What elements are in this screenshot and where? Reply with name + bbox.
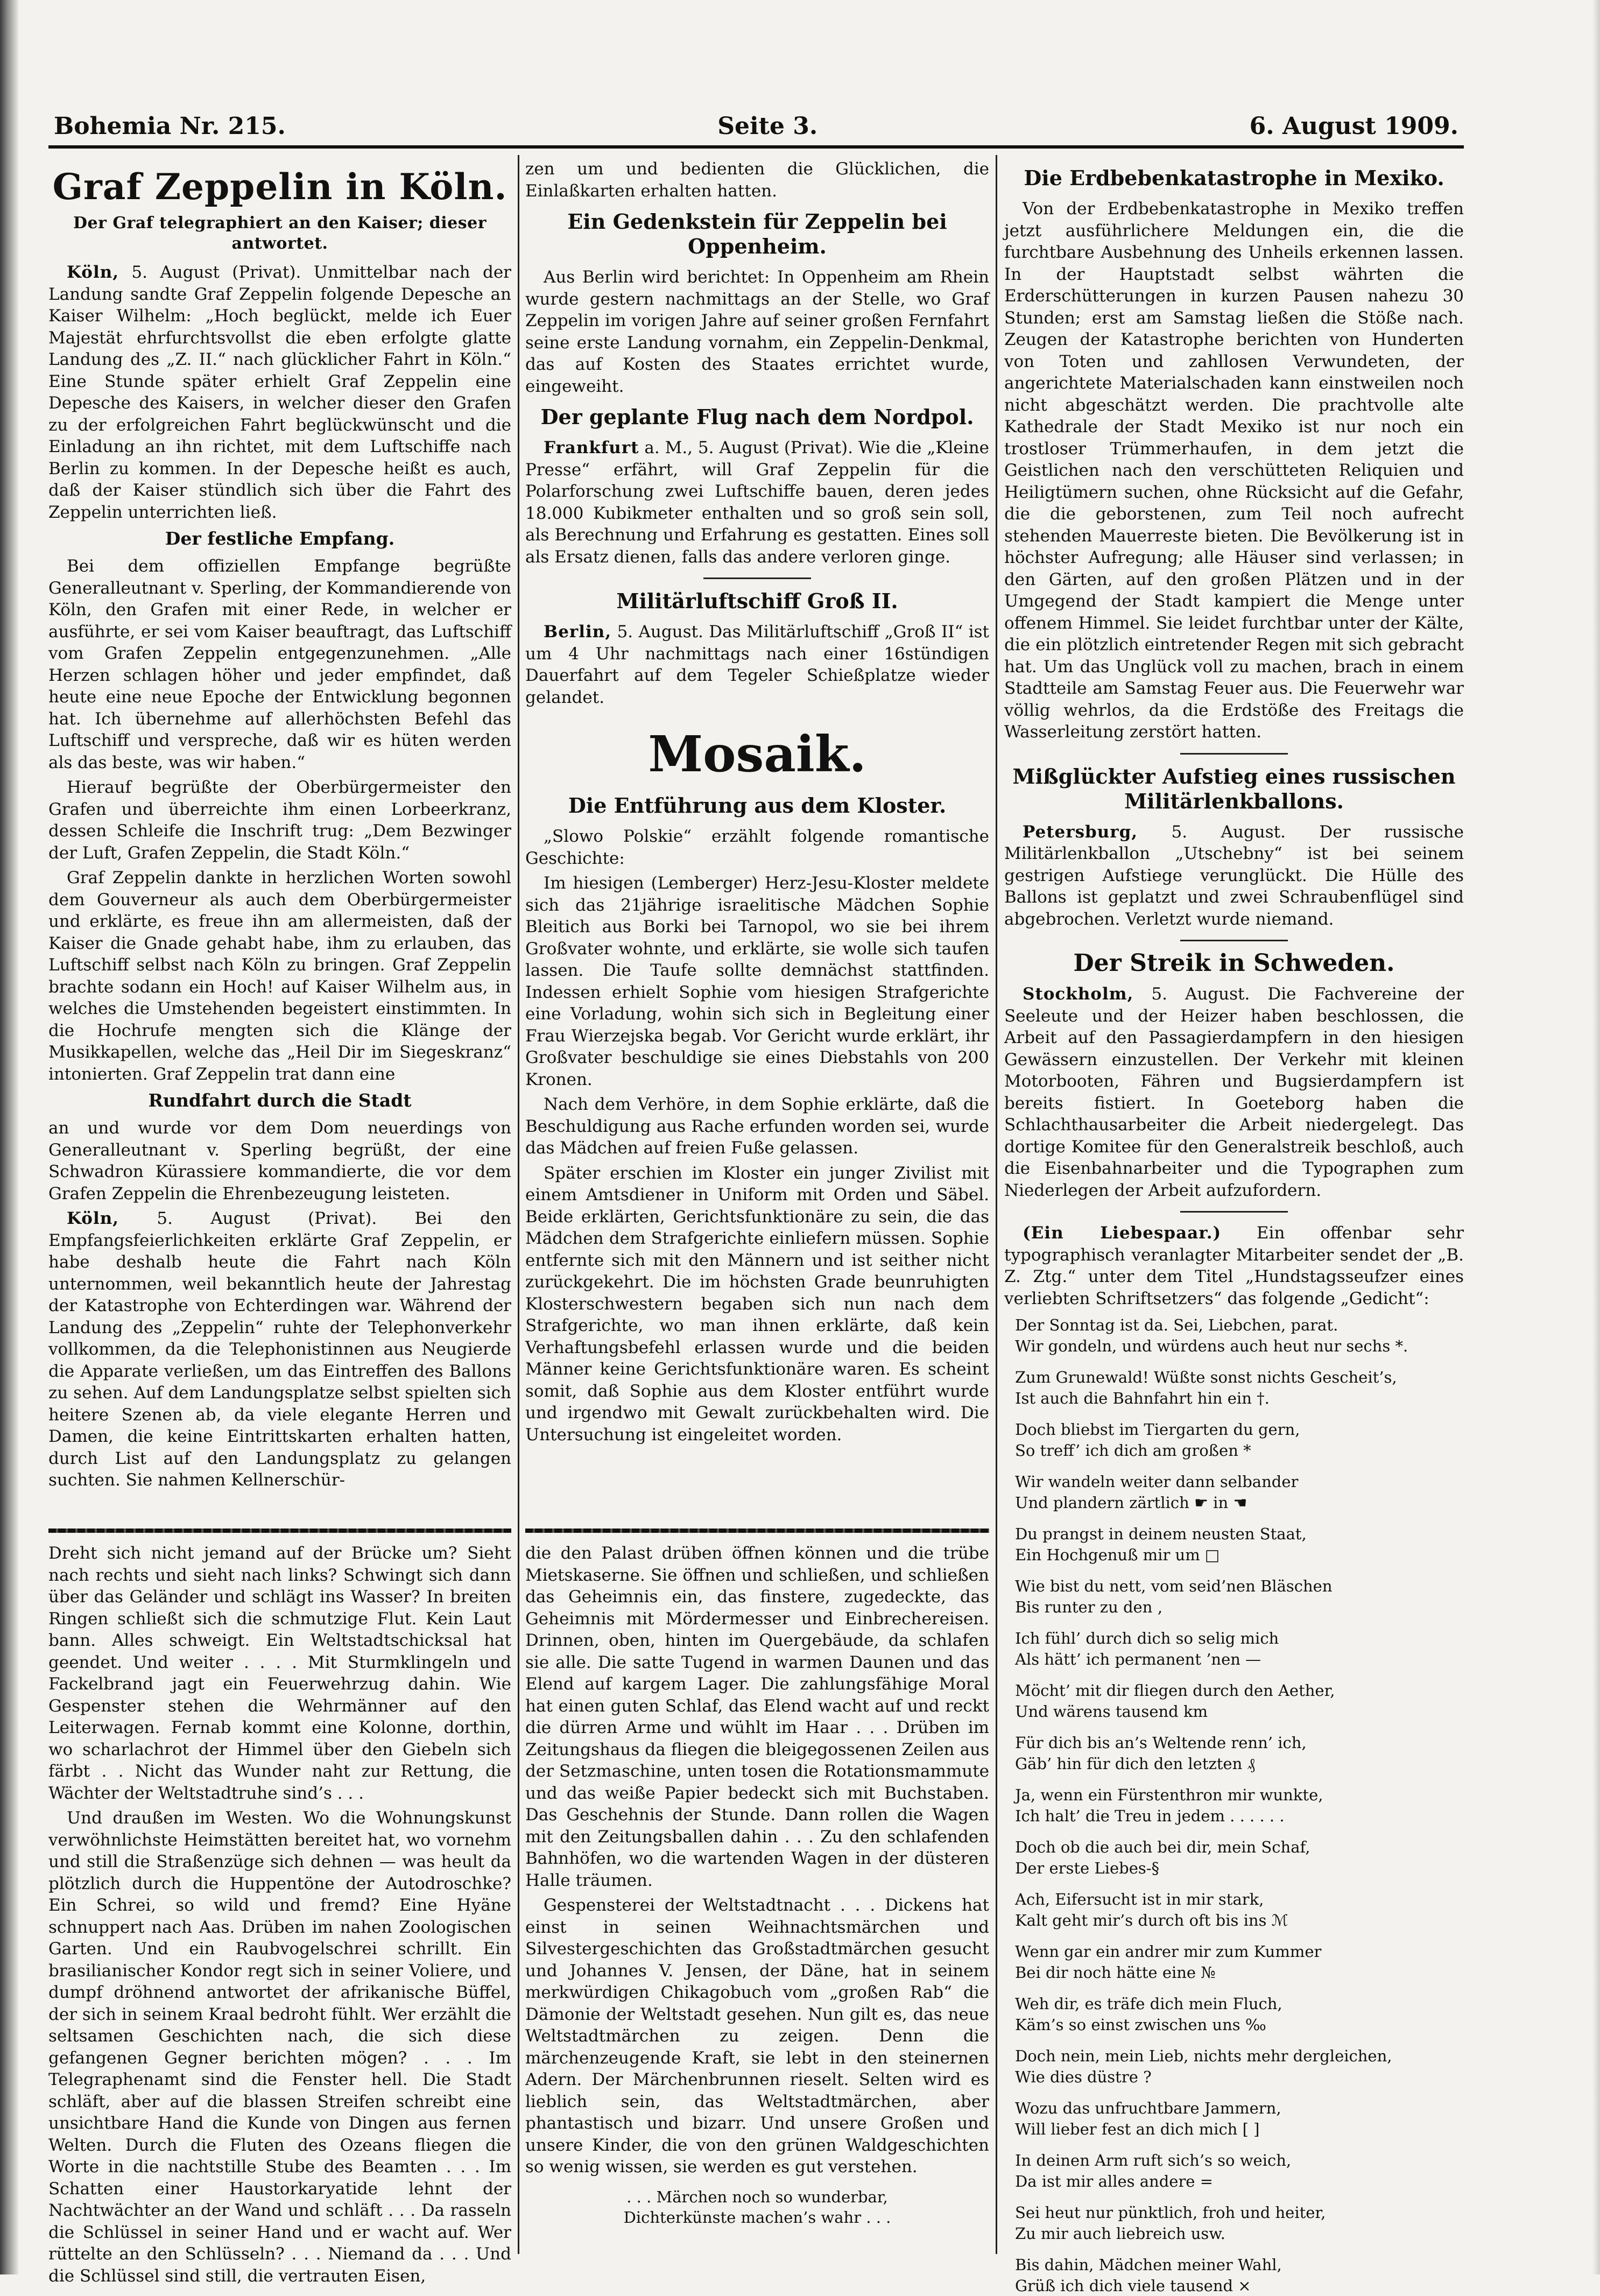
article-paragraph: Petersburg, 5. August. Der russische Militärlenkballon „Utschebny“ ist bei seinem gestrigen Aufstiege verunglückt. Die Hülle des Ballons ist geplatzt und zwei Schraubenflügel sind abgebrochen. Verletzt wurde niemand. xyxy=(1004,821,1464,931)
dateline: Frankfurt xyxy=(544,438,639,457)
column-1 xyxy=(48,158,511,1520)
closing-verse xyxy=(525,2187,989,2228)
page-number: Seite 3. xyxy=(717,112,817,140)
article-paragraph: an und wurde vor dem Dom neuerdings von Generalleutnant v. Sperling begrüßt, der eine Schwadron Kürassiere kommandierte, die vor dem Grafen Zeppelin die Ehrenbezeugung leisteten. xyxy=(48,1117,511,1205)
poem-line: Will lieber fest an dich mich [ ] xyxy=(1015,2119,1464,2140)
dateline: Köln, xyxy=(67,263,119,282)
short-rule xyxy=(1180,1211,1288,1213)
headline-mosaik: Mosaik. xyxy=(525,724,989,784)
poem-line: Bis runter zu den ‚ xyxy=(1015,1597,1464,1618)
dateline: Petersburg, xyxy=(1023,822,1138,842)
poem-line: Doch ob die auch bei dir, mein Schaf, xyxy=(1015,1837,1464,1858)
poem-line: Wie bist du nett, vom seid’nen Bläschen xyxy=(1015,1576,1464,1597)
poem xyxy=(1015,1315,1464,2296)
article-paragraph: zen um und bedienten die Glücklichen, die Einlaßkarten erhalten hatten. xyxy=(525,158,989,202)
headline-gedenkstein: Ein Gedenkstein für Zeppelin bei Oppenheim. xyxy=(525,209,989,259)
headline-streik-schweden: Der Streik in Schweden. xyxy=(1004,951,1464,976)
column-rule-right xyxy=(996,155,997,2254)
poem-line: Wie dies düstre ? xyxy=(1015,2067,1464,2088)
article-paragraph: Später erschien im Kloster ein junger Zivilist mit einem Amtsdiener in Uniform mit Orden und Säbel. Beide erklärten, Gerichtsfunktionäre zu sein, die das Mädchen dem Strafgerichte einliefern müssen. Sophie entfernte sich mit den Männern und ist seither nicht zurückgekehrt. Die im höchsten Grade beunruhigten Klosterschwestern begaben sich nun nach dem Strafgerichte, wo man ihnen erklärte, daß kein Verhaftungsbefehl erlassen wurde und die beiden Männer keine Gerichtsfunktionäre waren. Es scheint somit, daß Sophie aus dem Kloster entführt wurde und irgendwo mit Gewalt zurückbehalten wird. Die Untersuchung ist eingeleitet worden. xyxy=(525,1163,989,1446)
feuilleton-paragraph: die den Palast drüben öffnen können und die trübe Mietskaserne. Sie öffnen und schließen, und schließen das Geheimnis ein, das finstere, zugedeckte, das Geheimnis mit Mördermesser und Einbrechereisen. Drinnen, oben, hinten im Quergebäude, da schlafen sie alle. Die satte Tugend in warmen Daunen und das Elend auf kargem Lager. Die zahlungsfähige Moral hat einen guten Schlaf, das Elend wacht auf und reckt die dürren Arme und wühlt im Haar . . . Drüben im Zeitungshaus da fliegen die bleigegossenen Zeilen aus der Setzmaschine, unten tosen die Rotationsmammute und das weiße Papier bedeckt sich mit Buchstaben. Das Geschehnis der Stunde. Dann rollen die Wagen mit den Zeitungsballen dahin . . . Zu den schlafenden Bahnhöfen, wo die wartenden Wagen in der düsteren Halle träumen. xyxy=(525,1543,989,1891)
poem-stanza xyxy=(1015,1315,1464,1356)
poem-line: Ich halt’ die Treu in jedem . . . . . . xyxy=(1015,1806,1464,1827)
poem-line: Ist auch die Bahnfahrt hin ein †. xyxy=(1015,1388,1464,1409)
scan-right-edge xyxy=(1592,0,1600,2274)
short-rule xyxy=(1180,753,1288,755)
poem-line: Wozu das unfruchtbare Jammern, xyxy=(1015,2098,1464,2119)
poem-line: Sei heut nur pünktlich, froh und heiter, xyxy=(1015,2202,1464,2223)
dateline: Köln, xyxy=(67,1209,119,1228)
short-rule xyxy=(703,577,811,579)
poem-line: Zum Grunewald! Wüßte sonst nichts Gescheit’s, xyxy=(1015,1367,1464,1388)
dateline: Berlin, xyxy=(544,622,611,642)
poem-line: Gäb’ hin für dich den letzten ₰ xyxy=(1015,1753,1464,1774)
poem-line: Kalt geht mir’s durch oft bis ins ℳ xyxy=(1015,1910,1464,1931)
subheadline-telegram: Der Graf telegraphiert an den Kaiser; dieser antwortet. xyxy=(48,213,511,254)
headline-militaerlenkballon: Mißglückter Aufstieg eines russischen Militärlenkballons. xyxy=(1004,764,1464,814)
poem-line: Wenn gar ein andrer mir zum Kummer xyxy=(1015,1941,1464,1962)
poem-stanza xyxy=(1015,1732,1464,1774)
section-heading: Rundfahrt durch die Stadt xyxy=(48,1089,511,1112)
feuilleton-column-2 xyxy=(525,1543,989,2231)
poem-line: Ach, Eifersucht ist in mir stark, xyxy=(1015,1889,1464,1910)
feuilleton-column-1 xyxy=(48,1543,511,2231)
poem-stanza xyxy=(1015,1994,1464,2035)
poem-line: Wir wandeln weiter dann selbander xyxy=(1015,1471,1464,1492)
poem-line: Und wärens tausend km xyxy=(1015,1701,1464,1722)
poem-stanza xyxy=(1015,1367,1464,1408)
poem-stanza xyxy=(1015,2202,1464,2244)
poem-line: Da ist mir alles andere = xyxy=(1015,2171,1464,2192)
section-heading: Der festliche Empfang. xyxy=(48,527,511,550)
poem-line: Wir gondeln, und würdens auch heut nur sechs *. xyxy=(1015,1336,1464,1357)
article-paragraph: Im hiesigen (Lemberger) Herz-Jesu-Kloster meldete sich das 21jährige israelitische Mädchen Sophie Bleitich aus Borki bei Tarnopol, wo sie bei ihrem Großvater wohnte, und erklärte, sie wolle sich taufen lassen. Die Taufe sollte demnächst stattfinden. Indessen erhielt Sophie vom hiesigen Strafgerichte eine Vorladung, wohin sich sich in Begleitung einer Frau Wierzejska begab. Vor Gericht wurde erklärt, ihr Großvater beschuldige sie eines Diebstahls von 200 Kronen. xyxy=(525,872,989,1090)
article-paragraph: Frankfurt a. M., 5. August (Privat). Wie die „Kleine Presse“ erfährt, will Graf Zeppelin für die Polarforschung zwei Luftschiffe bauen, deren jedes 18.000 Kubikmeter enthalten und so groß sein soll, als Berechnung und Erfahrung es gestatten. Eines soll als Ersatz dienen, falls das andere verloren ginge. xyxy=(525,437,989,568)
article-paragraph: Nach dem Verhöre, in dem Sophie erklärte, daß die Beschuldigung aus Rache erfunden worden sei, wurde das Mädchen auf freien Fuße gelassen. xyxy=(525,1094,989,1159)
issue-date: 6. August 1909. xyxy=(1250,112,1458,140)
poem-stanza xyxy=(1015,1785,1464,1826)
poem-line: Der Sonntag ist da. Sei, Liebchen, parat. xyxy=(1015,1315,1464,1336)
poem-line: Als hätt’ ich permanent ’nen — xyxy=(1015,1649,1464,1670)
article-paragraph: Von der Erdbebenkatastrophe in Mexiko treffen jetzt ausführlichere Meldungen ein, die die furchtbare Ausbehnung des Unheils erkennen lassen. In der Hauptstadt selbst währten die Erderschütterungen in kurzen Pausen nahezu 30 Stunden; erst am Samstag ließen die Stöße nach. Zeugen der Katastrophe berichten von Hunderten von Toten und zahllosen Verwundeten, der angerichtete Materialschaden kann einstweilen noch nicht abgeschätzt werden. Die prachtvolle alte Kathedrale der Stadt Mexiko ist nur noch ein trostloser Trümmerhaufen, in dem jetzt die Geistlichen nach den verschütteten Reliquien und Heiligtümern suchen, ohne Rücksicht auf die Gefahr, die die geborstenen, zum Teil noch aufrecht stehenden Mauerreste bieten. Die Bevölkerung ist in höchster Aufregung; alle Häuser sind verlassen; in den Gärten, auf den großen Plätzen und in der Umgegend der Stadt kampiert die Menge unter offenem Himmel. Sie leidet furchtbar unter der Kälte, die ein plötzlich eintretender Regen mit sich gebracht hat. Um das Unglück voll zu machen, brach in einem Stadtteile am Samstag Feuer aus. Die Feuerwehr war völlig wehrlos, da die Erdstöße des Freitags die Wasserleitung zerstört hatten. xyxy=(1004,198,1464,743)
article-paragraph: Hierauf begrüßte der Oberbürgermeister den Grafen und überreichte ihm einen Lorbeerkranz, dessen Schleife die Inschrift trug: „Dem Bezwinger der Luft, Grafen Zeppelin, die Stadt Köln.“ xyxy=(48,777,511,864)
article-paragraph: Stockholm, 5. August. Die Fachvereine der Seeleute und der Heizer haben beschlossen, die Arbeit auf den Passagierdampfern in den hiesigen Gewässern einzustellen. Der Verkehr mit kleinen Motorbooten, Fähren und Bugsierdampfern ist bereits fistiert. In Goeteborg haben die Schlachthausarbeiter die Arbeit niedergelegt. Das dortige Komitee für den Generalstreik beschloß, auch die Eisenbahnarbeiter und die Typographen zum Niederlegen der Arbeit aufzufordern. xyxy=(1004,983,1464,1201)
column-2 xyxy=(525,158,989,1520)
poem-line: Du prangst in deinem neusten Staat, xyxy=(1015,1524,1464,1545)
poem-line: In deinen Arm ruft sich’s so weich, xyxy=(1015,2150,1464,2171)
newspaper-page xyxy=(48,102,1464,2234)
poem-stanza xyxy=(1015,1837,1464,1878)
poem-line: Und plandern zärtlich ☛ in ☚ xyxy=(1015,1492,1464,1513)
poem-line: Bei dir noch hätte eine № xyxy=(1015,1962,1464,1983)
poem-line: Möcht’ mit dir fliegen durch den Aether, xyxy=(1015,1680,1464,1701)
poem-line: Ein Hochgenuß mir um □ xyxy=(1015,1545,1464,1566)
poem-stanza xyxy=(1015,2046,1464,2087)
headline-nordpol: Der geplante Flug nach dem Nordpol. xyxy=(525,405,989,429)
poem-line: Der erste Liebes-§ xyxy=(1015,1858,1464,1879)
feuilleton-paragraph: Gespensterei der Weltstadtnacht . . . Dickens hat einst in seinen Weihnachtsmärchen und Silvestergeschichten das Großstadtmärchen gesucht und Johannes V. Jensen, der Däne, hat in seinem merkwürdigen Chikagobuch vom „großen Rab“ die Dämonie der Weltstadt gesehen. Nun gilt es, das neue Weltstadtmärchen zu zeigen. Denn die märchenzeugende Kraft, sie lebt in den steinernen Adern. Der Märchenbrunnen rieselt. Selten wird es lieblich sein, das Weltstadtmärchen, aber phantastisch und bizarr. Und unsere Großen und unsere Kinder, die von den grünen Waldgeschichten so wenig wissen, sie werden es gut verstehen. xyxy=(525,1894,989,2178)
poem-stanza xyxy=(1015,1576,1464,1617)
headline-militaerluftschiff: Militärluftschiff Groß II. xyxy=(525,589,989,614)
article-paragraph: Aus Berlin wird berichtet: In Oppenheim am Rhein wurde gestern nachmittags an der Stelle, wo Graf Zeppelin im vorigen Jahre auf seiner großen Fernfahrt seine erste Landung vornahm, ein Zeppelin-Denkmal, das auf Kosten des Staates errichtet wurde, eingeweiht. xyxy=(525,266,989,397)
poem-line: Zu mir auch liebreich usw. xyxy=(1015,2223,1464,2244)
article-paragraph: Berlin, 5. August. Das Militärluftschiff „Groß II“ ist um 4 Uhr nachmittags nach einer 16stündigen Dauerfahrt auf dem Tegeler Schießplatze wieder gelandet. xyxy=(525,621,989,708)
poem-stanza xyxy=(1015,1889,1464,1931)
feuilleton-paragraph: Und draußen im Westen. Wo die Wohnungskunst verwöhnlichste Heimstätten bereitet hat, wo vornehm und still die Straßenzüge sich dehnen — was heult da plötzlich durch die Huppentöne der Autodroschke? Ein Schrei, so wild und fremd? Eine Hyäne schnuppert nach Aas. Drüben im nahen Zoologischen Garten. Und ein Raubvogelschrei schrillt. Ein brasilianischer Kondor regt sich in seiner Voliere, und dumpf dröhnend antwortet der afrikanische Büffel, der sich in seinem Kraal bedroht fühlt. Wer erzählt die seltsamen Geschichten nach, die sich diese gefangenen Gegner berichten mögen? . . . Im Telegraphenamt sind die Fenster hell. Die Stadt schläft, aber auf die blassen Streifen schreibt eine unsichtbare Hand die Kunde von Dingen aus fernen Welten. Durch die Fluten des Ozeans fliegen die Worte in die nachtstille Stube des Beamten . . . Im Schatten einer Haustorkaryatide lehnt der Nachtwächter an der Wand und schläft . . . Da rasseln die Schlüssel in seiner Hand und er wacht auf. Wer rüttelte an den Schlüsseln? . . . Niemand da . . . Und die Schlüssel sind still, die vertrauten Eisen, xyxy=(48,1807,511,2287)
poem-stanza xyxy=(1015,2255,1464,2296)
poem-stanza xyxy=(1015,2150,1464,2192)
poem-line: Käm’s so einst zwischen uns ‰ xyxy=(1015,2015,1464,2036)
poem-line: Ich fühl’ durch dich so selig mich xyxy=(1015,1628,1464,1649)
poem-line: So treff’ ich dich am großen * xyxy=(1015,1440,1464,1461)
article-paragraph: „Slowo Polskie“ erzählt folgende romantische Geschichte: xyxy=(525,826,989,869)
closing-verse-line: . . . Märchen noch so wunderbar, xyxy=(525,2187,989,2207)
poem-stanza xyxy=(1015,1419,1464,1461)
feuilleton-rule-left xyxy=(48,1529,511,1533)
poem-line: Ja, wenn ein Fürstenthron mir wunkte, xyxy=(1015,1785,1464,1806)
short-rule xyxy=(1180,940,1288,941)
headline-entfuehrung: Die Entführung aus dem Kloster. xyxy=(525,793,989,818)
headline-zeppelin-koeln: Graf Zeppelin in Köln. xyxy=(48,166,511,208)
poem-stanza xyxy=(1015,1524,1464,1565)
article-paragraph: Graf Zeppelin dankte in herzlichen Worten sowohl dem Gouverneur als auch dem Oberbürgermeister und erklärte, es freue ihn am allermeisten, daß der Kaiser die Gnade gehabt habe, ihm zu erlauben, das Luftschiff selbst nach Köln zu bringen. Graf Zeppelin brachte sodann ein Hoch! auf Kaiser Wilhelm aus, in welches die Umstehenden begeistert einstimmten. In die Hochrufe mengten sich die Klänge der Musikkapellen, welche das „Heil Dir im Siegeskranz“ intonierten. Graf Zeppelin trat dann eine xyxy=(48,867,511,1085)
poem-stanza xyxy=(1015,2098,1464,2139)
poem-line: Bis dahin, Mädchen meiner Wahl, xyxy=(1015,2255,1464,2276)
dateline: Stockholm, xyxy=(1023,984,1133,1004)
column-rule-left xyxy=(518,155,519,2254)
article-paragraph: Bei dem offiziellen Empfange begrüßte Generalleutnant v. Sperling, der Kommandierende von Köln, den Grafen mit einer Rede, in welcher er ausführte, er sei vom Kaiser beauftragt, das Luftschiff vom Grafen Zeppelin entgegenzunehmen. „Alle Herzen schlagen höher und jeder empfindet, daß heute eine neue Epoche der Entwicklung begonnen hat. Ich übernehme auf allerhöchsten Befehl das Luftschiff und verspreche, daß wir es hüten werden als das beste, was wir haben.“ xyxy=(48,555,511,773)
article-paragraph: (Ein Liebespaar.) Ein offenbar sehr typographisch veranlagter Mitarbeiter sendet der „B. Z. Ztg.“ unter dem Titel „Hundstagsseufzer eines verliebten Schriftsetzers“ das folgende „Gedicht“: xyxy=(1004,1222,1464,1309)
poem-stanza xyxy=(1015,1941,1464,1983)
poem-stanza xyxy=(1015,1628,1464,1670)
masthead xyxy=(48,102,1464,149)
scan-binding-edge xyxy=(0,0,18,2274)
closing-verse-line: Dichterkünste machen’s wahr . . . xyxy=(525,2207,989,2228)
item-lead: (Ein Liebespaar.) xyxy=(1023,1223,1221,1243)
feuilleton-paragraph: Dreht sich nicht jemand auf der Brücke um? Sieht nach rechts und sieht nach links? Schwingt sich dann über das Geländer und schlägt ins Wasser? In breiten Ringen schließt sich die schmutzige Flut. Kein Laut bann. Alles schweigt. Ein Weltstadtschicksal hat geendet. Und weiter . . . . Mit Sturmklingeln und Fackelbrand jagt ein Feuerwehrzug dahin. Wie Gespenster stehen die Wehrmänner auf den Leiterwagen. Fernab kommt eine Kolonne, dorthin, wo scharlachrot der Himmel über den Giebeln sich färbt . . Nicht das Wunder naht zur Rettung, die Wächter der Weltstadtruhe sind’s . . . xyxy=(48,1543,511,1804)
column-3 xyxy=(1004,158,1464,2230)
poem-line: Weh dir, es träfe dich mein Fluch, xyxy=(1015,1994,1464,2015)
headline-erdbeben-mexiko: Die Erdbebenkatastrophe in Mexiko. xyxy=(1004,166,1464,191)
poem-line: Für dich bis an’s Weltende renn’ ich, xyxy=(1015,1732,1464,1753)
poem-line: Grüß ich dich viele tausend × xyxy=(1015,2276,1464,2296)
article-paragraph: Köln, 5. August (Privat). Unmittelbar nach der Landung sandte Graf Zeppelin folgende Depesche an Kaiser Wilhelm: „Hoch beglückt, melde ich Euer Majestät ehrfurchtsvollst die eben erfolgte glatte Landung des „Z. II.“ nach glücklicher Fahrt in Köln.“ Eine Stunde später erhielt Graf Zeppelin eine Depesche des Kaisers, in welcher dieser den Grafen zu der erfolgreichen Fahrt beglückwünscht und die Einladung an ihn richtet, mit dem Luftschiffe nach Berlin zu kommen. In der Depesche heißt es auch, daß der Kaiser stündlich sich über die Fahrt des Zeppelin unterrichten ließ. xyxy=(48,262,511,523)
poem-stanza xyxy=(1015,1680,1464,1722)
paper-issue: Bohemia Nr. 215. xyxy=(54,112,286,140)
poem-stanza xyxy=(1015,1471,1464,1513)
poem-line: Doch nein, mein Lieb, nichts mehr dergleichen, xyxy=(1015,2046,1464,2067)
article-paragraph: Köln, 5. August (Privat). Bei den Empfangsfeierlichkeiten erklärte Graf Zeppelin, er habe deshalb heute die Fahrt nach Köln unternommen, weil bekanntlich heute der Jahrestag der Katastrophe von Echterdingen war. Während der Landung des „Zeppelin“ ruhte der Telephonverkehr vollkommen, da die Telephonistinnen aus Neugierde die Apparate verließen, um das Eintreffen des Ballons zu sehen. Auf dem Landungsplatze selbst spielten sich heitere Szenen ab, da viele elegante Herren und Damen, die keine Eintrittskarten erhalten hatten, durch List auf den Landungsplatz zu gelangen suchten. Sie nahmen Kellnerschür- xyxy=(48,1208,511,1491)
poem-line: Doch bliebst im Tiergarten du gern, xyxy=(1015,1419,1464,1440)
feuilleton-rule-mid xyxy=(525,1529,989,1533)
